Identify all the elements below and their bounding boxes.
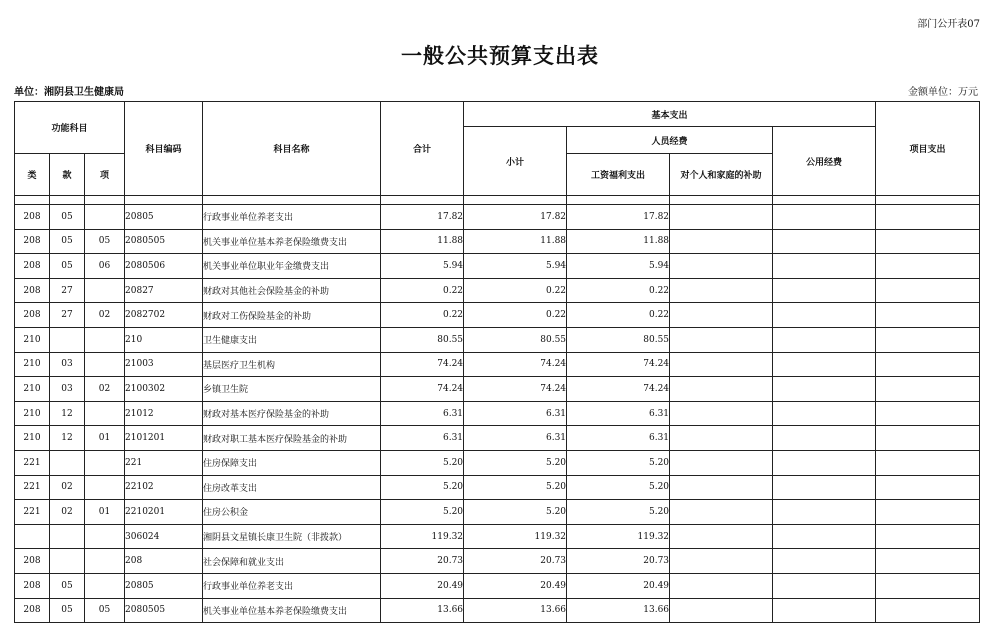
cell-kuan: 05 [50,598,85,623]
cell-name: 行政事业单位养老支出 [203,573,381,598]
cell-kuan: 12 [50,401,85,426]
form-number: 部门公开表07 [917,19,980,30]
reporting-unit: 单位：湘阴县卫生健康局 [14,87,124,98]
cell-name: 行政事业单位养老支出 [203,205,381,230]
cell-lei: 210 [15,426,50,451]
cell-code: 210 [125,327,203,352]
cell-code: 208 [125,549,203,574]
cell-subsidy [670,549,773,574]
cell-subsidy [670,524,773,549]
cell-subsidy [670,401,773,426]
cell-wages: 13.66 [567,598,670,623]
table-row [15,205,980,230]
cell-subtotal: 80.55 [464,327,567,352]
cell-code: 20805 [125,205,203,230]
cell-lei: 208 [15,573,50,598]
cell-subtotal: 6.31 [464,401,567,426]
header-basic: 基本支出 [464,102,876,127]
header-name: 科目名称 [203,102,381,196]
cell-xiang: 05 [85,229,125,254]
cell-lei: 208 [15,254,50,279]
cell-code: 2101201 [125,426,203,451]
cell-public [773,205,876,230]
cell-name: 机关事业单位基本养老保险缴费支出 [203,229,381,254]
cell-subtotal: 5.20 [464,475,567,500]
cell-lei: 210 [15,377,50,402]
cell-wages: 5.20 [567,450,670,475]
cell-public [773,377,876,402]
cell-lei: 208 [15,229,50,254]
cell-kuan: 05 [50,229,85,254]
cell-name: 财政对职工基本医疗保险基金的补助 [203,426,381,451]
cell-wages: 11.88 [567,229,670,254]
cell-public [773,524,876,549]
cell-wages: 6.31 [567,401,670,426]
header-wages: 工资福利支出 [567,154,670,196]
cell-name: 财政对基本医疗保险基金的补助 [203,401,381,426]
cell-wages: 80.55 [567,327,670,352]
cell-code: 21003 [125,352,203,377]
cell-name: 住房保障支出 [203,450,381,475]
cell-subsidy [670,254,773,279]
cell-wages: 5.94 [567,254,670,279]
cell-xiang [85,524,125,549]
cell-lei: 208 [15,205,50,230]
cell-kuan: 27 [50,303,85,328]
cell-subsidy [670,377,773,402]
cell-subtotal: 0.22 [464,278,567,303]
amount-unit: 金额单位：万元 [908,87,978,98]
cell-project [876,352,980,377]
cell-subtotal: 74.24 [464,352,567,377]
cell-subtotal: 119.32 [464,524,567,549]
cell-project [876,205,980,230]
cell-name: 住房改革支出 [203,475,381,500]
cell-kuan: 05 [50,205,85,230]
cell-wages: 0.22 [567,303,670,328]
cell-kuan [50,450,85,475]
header-total: 合计 [381,102,464,196]
cell-kuan [50,549,85,574]
cell-wages: 6.31 [567,426,670,451]
cell-total: 5.94 [381,254,464,279]
cell-subsidy [670,450,773,475]
header-personnel: 人员经费 [567,127,773,154]
header-lei: 类 [15,154,50,196]
cell-subsidy [670,500,773,525]
cell-kuan: 03 [50,352,85,377]
cell-xiang [85,401,125,426]
cell-code: 2100302 [125,377,203,402]
cell-subsidy [670,352,773,377]
cell-xiang: 06 [85,254,125,279]
cell-subsidy [670,573,773,598]
table-row [15,549,980,574]
cell-subtotal: 13.66 [464,598,567,623]
cell-subtotal: 0.22 [464,303,567,328]
cell-kuan: 05 [50,254,85,279]
cell-project [876,278,980,303]
cell-subtotal: 20.73 [464,549,567,574]
cell-subsidy [670,327,773,352]
cell-total: 5.20 [381,500,464,525]
cell-code: 2080505 [125,598,203,623]
cell-code: 20827 [125,278,203,303]
cell-wages: 20.49 [567,573,670,598]
cell-name: 住房公积金 [203,500,381,525]
cell-subtotal: 6.31 [464,426,567,451]
cell-total: 0.22 [381,303,464,328]
cell-subsidy [670,303,773,328]
cell-public [773,475,876,500]
cell-wages: 74.24 [567,352,670,377]
table-row [15,450,980,475]
cell-public [773,500,876,525]
cell-xiang: 01 [85,426,125,451]
cell-kuan: 05 [50,573,85,598]
cell-xiang [85,205,125,230]
cell-project [876,450,980,475]
cell-xiang [85,278,125,303]
cell-total: 119.32 [381,524,464,549]
cell-total: 20.49 [381,573,464,598]
cell-lei: 221 [15,450,50,475]
cell-public [773,278,876,303]
cell-public [773,352,876,377]
cell-total: 74.24 [381,352,464,377]
cell-xiang: 02 [85,303,125,328]
cell-xiang: 05 [85,598,125,623]
table-row [15,426,980,451]
cell-project [876,475,980,500]
cell-subtotal: 5.20 [464,500,567,525]
table-row [15,254,980,279]
cell-public [773,401,876,426]
cell-total: 74.24 [381,377,464,402]
cell-xiang [85,549,125,574]
table-row [15,303,980,328]
cell-subsidy [670,598,773,623]
cell-wages: 17.82 [567,205,670,230]
cell-lei: 208 [15,303,50,328]
cell-subtotal: 20.49 [464,573,567,598]
cell-lei: 210 [15,401,50,426]
table-row [15,573,980,598]
header-function-subject: 功能科目 [15,102,125,154]
cell-subtotal: 74.24 [464,377,567,402]
cell-project [876,500,980,525]
cell-lei: 208 [15,278,50,303]
cell-lei: 208 [15,598,50,623]
header-project: 项目支出 [876,102,980,196]
table-row [15,500,980,525]
cell-code: 2080506 [125,254,203,279]
cell-public [773,303,876,328]
cell-lei: 221 [15,475,50,500]
cell-subtotal: 5.94 [464,254,567,279]
cell-lei [15,524,50,549]
cell-total: 13.66 [381,598,464,623]
cell-code: 306024 [125,524,203,549]
cell-public [773,229,876,254]
cell-code: 2210201 [125,500,203,525]
cell-xiang: 02 [85,377,125,402]
header-kuan: 款 [50,154,85,196]
cell-xiang [85,450,125,475]
cell-code: 221 [125,450,203,475]
cell-project [876,254,980,279]
cell-kuan: 12 [50,426,85,451]
cell-subtotal: 17.82 [464,205,567,230]
cell-project [876,426,980,451]
cell-public [773,598,876,623]
cell-subtotal: 5.20 [464,450,567,475]
cell-lei: 210 [15,352,50,377]
cell-name: 基层医疗卫生机构 [203,352,381,377]
cell-wages: 5.20 [567,500,670,525]
cell-xiang [85,327,125,352]
page-title: 一般公共预算支出表 [401,44,599,68]
budget-table [14,101,980,623]
cell-kuan: 03 [50,377,85,402]
table-row [15,229,980,254]
cell-public [773,573,876,598]
cell-project [876,549,980,574]
table-row [15,278,980,303]
table-row [15,524,980,549]
cell-kuan [50,327,85,352]
cell-name: 湘阴县文星镇长康卫生院（非拨款） [203,524,381,549]
cell-total: 80.55 [381,327,464,352]
cell-kuan: 27 [50,278,85,303]
cell-name: 机关事业单位基本养老保险缴费支出 [203,598,381,623]
cell-name: 财政对其他社会保险基金的补助 [203,278,381,303]
cell-code: 2080505 [125,229,203,254]
cell-name: 卫生健康支出 [203,327,381,352]
cell-project [876,598,980,623]
cell-project [876,377,980,402]
cell-total: 5.20 [381,450,464,475]
cell-project [876,327,980,352]
cell-subsidy [670,278,773,303]
cell-wages: 119.32 [567,524,670,549]
cell-kuan: 02 [50,500,85,525]
cell-xiang [85,475,125,500]
table-row [15,352,980,377]
header-subsidy: 对个人和家庭的补助 [670,154,773,196]
header-subtotal: 小计 [464,127,567,196]
cell-total: 17.82 [381,205,464,230]
cell-project [876,303,980,328]
cell-xiang [85,352,125,377]
cell-name: 社会保障和就业支出 [203,549,381,574]
cell-code: 20805 [125,573,203,598]
cell-public [773,450,876,475]
cell-subtotal: 11.88 [464,229,567,254]
cell-name: 机关事业单位职业年金缴费支出 [203,254,381,279]
table-row [15,377,980,402]
cell-subsidy [670,475,773,500]
cell-public [773,254,876,279]
cell-kuan [50,524,85,549]
header-code: 科目编码 [125,102,203,196]
cell-project [876,524,980,549]
cell-lei: 208 [15,549,50,574]
cell-project [876,573,980,598]
cell-kuan: 02 [50,475,85,500]
table-row [15,327,980,352]
cell-public [773,426,876,451]
spacer-row [15,196,980,205]
cell-public [773,327,876,352]
cell-lei: 210 [15,327,50,352]
cell-wages: 20.73 [567,549,670,574]
cell-total: 11.88 [381,229,464,254]
cell-code: 21012 [125,401,203,426]
cell-xiang: 01 [85,500,125,525]
cell-subsidy [670,426,773,451]
cell-project [876,401,980,426]
cell-code: 2082702 [125,303,203,328]
cell-xiang [85,573,125,598]
cell-subsidy [670,229,773,254]
cell-name: 财政对工伤保险基金的补助 [203,303,381,328]
cell-project [876,229,980,254]
cell-total: 0.22 [381,278,464,303]
cell-wages: 5.20 [567,475,670,500]
table-row [15,598,980,623]
cell-total: 5.20 [381,475,464,500]
cell-wages: 74.24 [567,377,670,402]
cell-total: 20.73 [381,549,464,574]
table-row [15,401,980,426]
cell-subsidy [670,205,773,230]
header-xiang: 项 [85,154,125,196]
cell-wages: 0.22 [567,278,670,303]
header-public: 公用经费 [773,127,876,196]
cell-name: 乡镇卫生院 [203,377,381,402]
cell-code: 22102 [125,475,203,500]
table-row [15,475,980,500]
cell-total: 6.31 [381,426,464,451]
cell-total: 6.31 [381,401,464,426]
cell-public [773,549,876,574]
cell-lei: 221 [15,500,50,525]
